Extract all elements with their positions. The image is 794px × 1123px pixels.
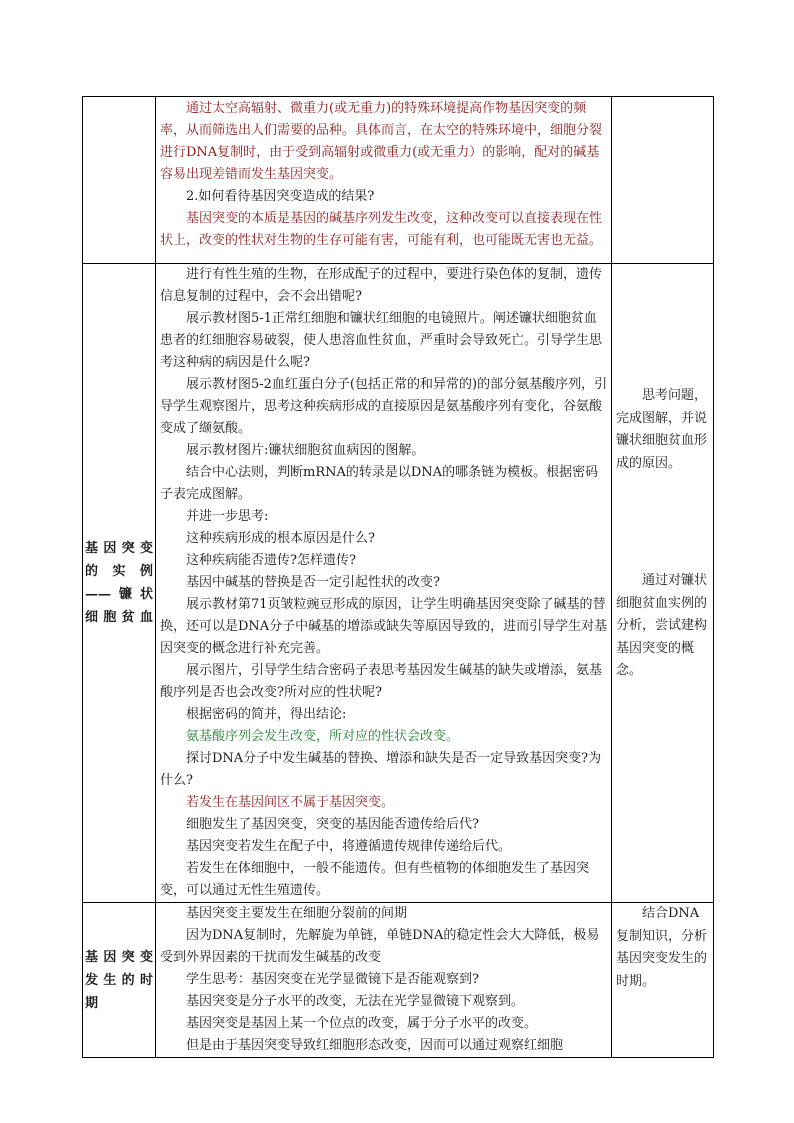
paragraph: 展示教材图5-1正常红细胞和镰状红细胞的电镜照片。阐述镰状细胞贫血患者的红细胞容易破裂，使人患溶血性贫血，严重时会导致死亡。引导学生思考这种病的病因是什么呢? — [160, 311, 603, 370]
paragraph: 并进一步思考: — [186, 509, 269, 524]
paragraph: 因为DNA复制时，先解旋为单链，单链DNA的稳定性会大大降低，极易受到外界因素的干扰而发生碱基的改变 — [160, 928, 600, 965]
paragraph: 基因突变主要发生在细胞分裂前的间期 — [186, 906, 408, 921]
paragraph: 基因突变是基因上某一个位点的改变，属于分子水平的改变。 — [186, 1016, 538, 1031]
note: 结合DNA复制知识，分析基因突变发生的时期。 — [616, 906, 708, 989]
paragraph: 这种疾病形成的根本原因是什么? — [186, 531, 375, 546]
paragraph: 若发生在基因间区不属于基因突变。 — [186, 795, 395, 810]
paragraph: 基因突变的本质是基因的碱基序列发生改变，这种改变可以直接表现在性状上，改变的性状对生物的生存可能有害，可能有利，也可能既无害也无益。 — [160, 211, 603, 248]
row2-note-cell — [612, 264, 714, 903]
paragraph: 但是由于基因突变导致红细胞形态改变，因而可以通过观察红细胞 — [186, 1038, 564, 1053]
paragraph: 若发生在体细胞中，一般不能遗传。但有些植物的体细胞发生了基因突变，可以通过无性生殖遗传。 — [160, 861, 590, 898]
paragraph: 根据密码的简并，得出结论: — [186, 707, 347, 722]
paragraph: 2.如何看待基因突变造成的结果? — [186, 189, 375, 204]
paragraph: 基因突变若发生在配子中，将遵循遗传规律传递给后代。 — [186, 839, 512, 854]
row3-note-cell — [612, 903, 714, 1058]
label-line: 基因突变 — [85, 541, 153, 556]
paragraph: 学生思考：基因突变在光学显微镜下是否能观察到? — [186, 972, 479, 987]
row3-content-cell — [156, 903, 612, 1058]
label-line: 发生的时 — [85, 972, 153, 988]
label-line: 基因突变 — [85, 949, 153, 965]
paragraph: 基因突变是分子水平的改变，无法在光学显微镜下观察到。 — [186, 994, 525, 1009]
paragraph: 探讨DNA分子中发生碱基的替换、增添和缺失是否一定导致基因突变?为什么? — [160, 751, 602, 788]
row1-label-cell — [83, 97, 156, 264]
paragraph: 展示教材图片:镰状细胞贫血病因的图解。 — [186, 443, 425, 458]
row2-content-cell — [156, 264, 612, 903]
paragraph: 展示图片，引导学生结合密码子表思考基因发生碱基的缺失或增添，氨基酸序列是否也会改变?所对应的性状呢? — [160, 663, 603, 700]
paragraph: 进行有性生殖的生物，在形成配子的过程中，要进行染色体的复制，遗传信息复制的过程中，会不会出错呢? — [160, 267, 603, 304]
label-line: ——镰状 — [85, 587, 153, 602]
label-line: 的 实 例 — [85, 564, 153, 579]
section-label — [83, 537, 155, 629]
row1-note-cell — [612, 97, 714, 264]
paragraph: 展示教材第71页皱粒豌豆形成的原因，让学生明确基因突变除了碱基的替换，还可以是DNA分子中碱基的增添或缺失等原因导致的，进而引导学生对基因突变的概念进行补充完善。 — [160, 597, 608, 656]
table-row — [83, 264, 714, 903]
row2-label-cell — [83, 264, 156, 903]
table-row — [83, 97, 714, 264]
table-row — [83, 903, 714, 1058]
paragraph: 基因中碱基的替换是否一定引起性状的改变? — [186, 575, 440, 590]
note: 思考问题，完成图解，并说镰状细胞贫血形成的原因。 — [616, 388, 708, 471]
paragraph: 通过太空高辐射、微重力(或无重力)的特殊环境提高作物基因突变的频率，从而筛选出人们需要的品种。具体而言，在太空的特殊环境中，细胞分裂进行DNA复制时，由于受到高辐射或微重力(或无重力）的影响，配对的碱基容易出现差错而发生基因突变。 — [160, 101, 603, 182]
row3-label-cell — [83, 903, 156, 1058]
note: 通过对镰状细胞贫血实例的分析，尝试建构基因突变的概念。 — [616, 573, 708, 678]
paragraph: 氨基酸序列会发生改变，所对应的性状会改变。 — [186, 729, 460, 744]
paragraph: 这种疾病能否遗传?怎样遗传? — [186, 553, 356, 568]
paragraph: 细胞发生了基因突变，突变的基因能否遗传给后代? — [186, 817, 479, 832]
paragraph: 展示教材图5-2血红蛋白分子(包括正常的和异常的)的部分氨基酸序列，引导学生观察图片，思考这种疾病形成的直接原因是氨基酸序列有变化，谷氨酸变成了缬氨酸。 — [160, 377, 608, 436]
label-line: 细胞贫血 — [85, 610, 153, 625]
lesson-table — [82, 96, 714, 1058]
paragraph: 结合中心法则，判断mRNA的转录是以DNA的哪条链为模板。根据密码子表完成图解。 — [160, 465, 599, 502]
row1-content-cell — [156, 97, 612, 264]
label-line: 期 — [85, 995, 99, 1011]
section-label — [83, 946, 155, 1015]
